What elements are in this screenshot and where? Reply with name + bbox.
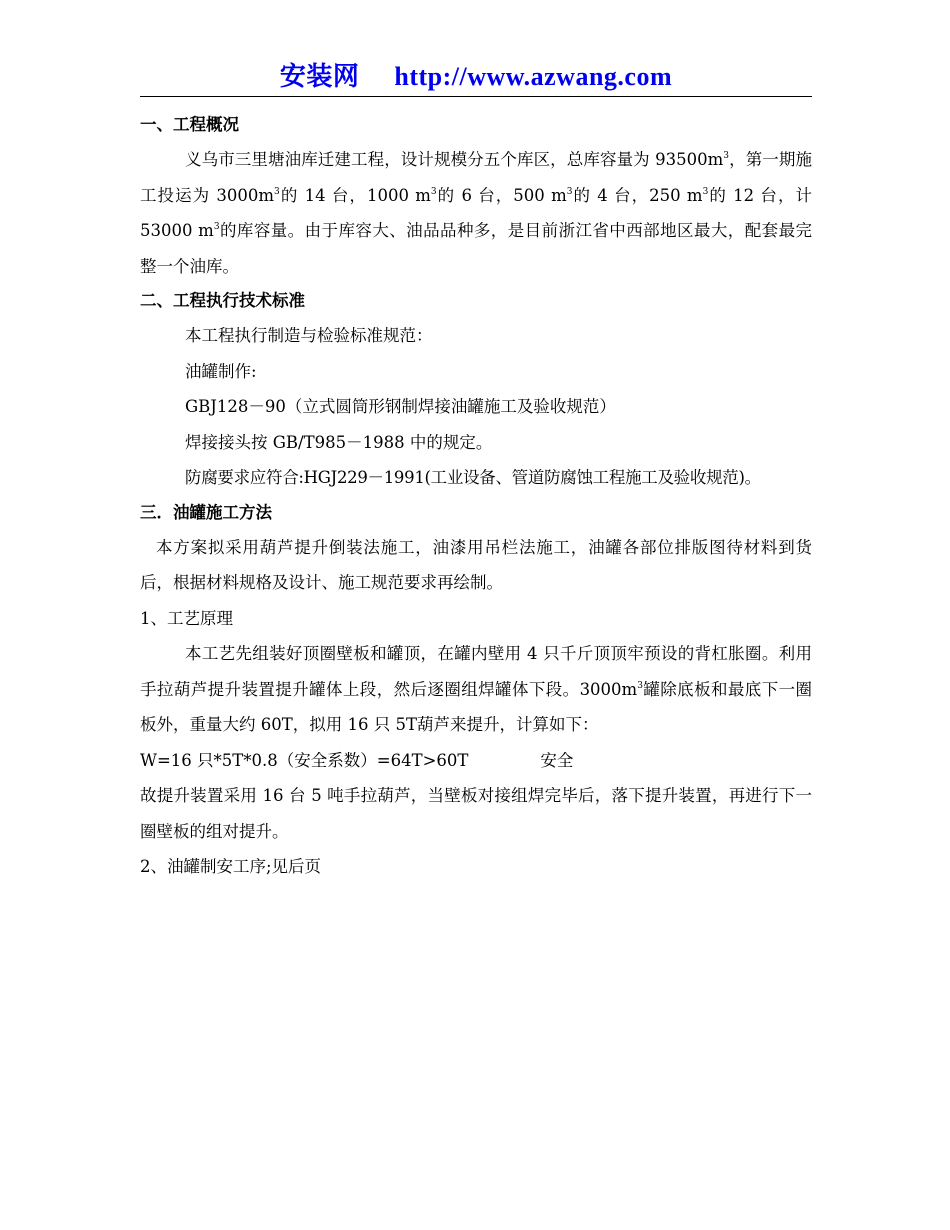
page-header: [140, 56, 812, 93]
lift-device-paragraph: 故提升装置采用 16 台 5 吨手拉葫芦，当壁板对接组焊完毕后，落下提升装置，再进行下一圈壁板的组对提升。: [140, 786, 812, 841]
document-body: [140, 108, 812, 885]
standards-line: 防腐要求应符合:HGJ229－1991(工业设备、管道防腐蚀工程施工及验收规范)。: [185, 468, 761, 487]
standards-line: 本工程执行制造与检验标准规范：: [185, 326, 433, 345]
site-name: 安装网: [279, 62, 360, 91]
site-url[interactable]: http://www.azwang.com: [394, 62, 673, 91]
standards-line: 焊接接头按 GB/T985－1988 中的规定。: [185, 432, 493, 452]
section-heading-method: 三．油罐施工方法: [140, 502, 272, 522]
method-intro-paragraph: 本方案拟采用葫芦提升倒装法施工，油漆用吊栏法施工，油罐各部位排版图待材料到货后，根据材料规格及设计、施工规范要求再绘制。: [140, 537, 812, 592]
standards-line: 油罐制作:: [185, 361, 257, 381]
section-heading-standards: 二、工程执行技术标准: [140, 291, 305, 310]
lift-formula: W=16 只*5T*0.8（安全系数）=64T>60T 安全: [140, 743, 812, 779]
header-divider: [140, 96, 812, 97]
subsection-title-principle: 1、工艺原理: [140, 608, 233, 628]
standards-line: GBJ128－90（立式圆筒形钢制焊接油罐施工及验收规范）: [185, 397, 616, 416]
subsection-title-procedure: 2、油罐制安工序;见后页: [140, 857, 322, 876]
overview-paragraph: 义乌市三里塘油库迁建工程，设计规模分五个库区，总库容量为 $93500m^3$，第一期施工投运为 $3000m^3$的 14 台，1000 $m^3$的 6 台，500 $m^3$的 4 台，250 $m^3$的 12 台，计 53000 $m^3$的库容量。由于库容大、油品品种多，是目前浙江省中西部地区最大，配套最完整一个油库。: [140, 150, 812, 276]
formula-result: 安全: [540, 750, 574, 770]
principle-paragraph: 本工艺先组装好顶圈壁板和罐顶，在罐内壁用 4 只千斤顶顶牢预设的背杠胀圈。利用手拉葫芦提升装置提升罐体上段，然后逐圈组焊罐体下段。$3000m^3$罐除底板和最底下一圈板外，重量大约 60T，拟用 16 只 5T葫芦来提升，计算如下：: [140, 644, 812, 734]
section-heading-overview: 一、工程概况: [140, 115, 239, 134]
